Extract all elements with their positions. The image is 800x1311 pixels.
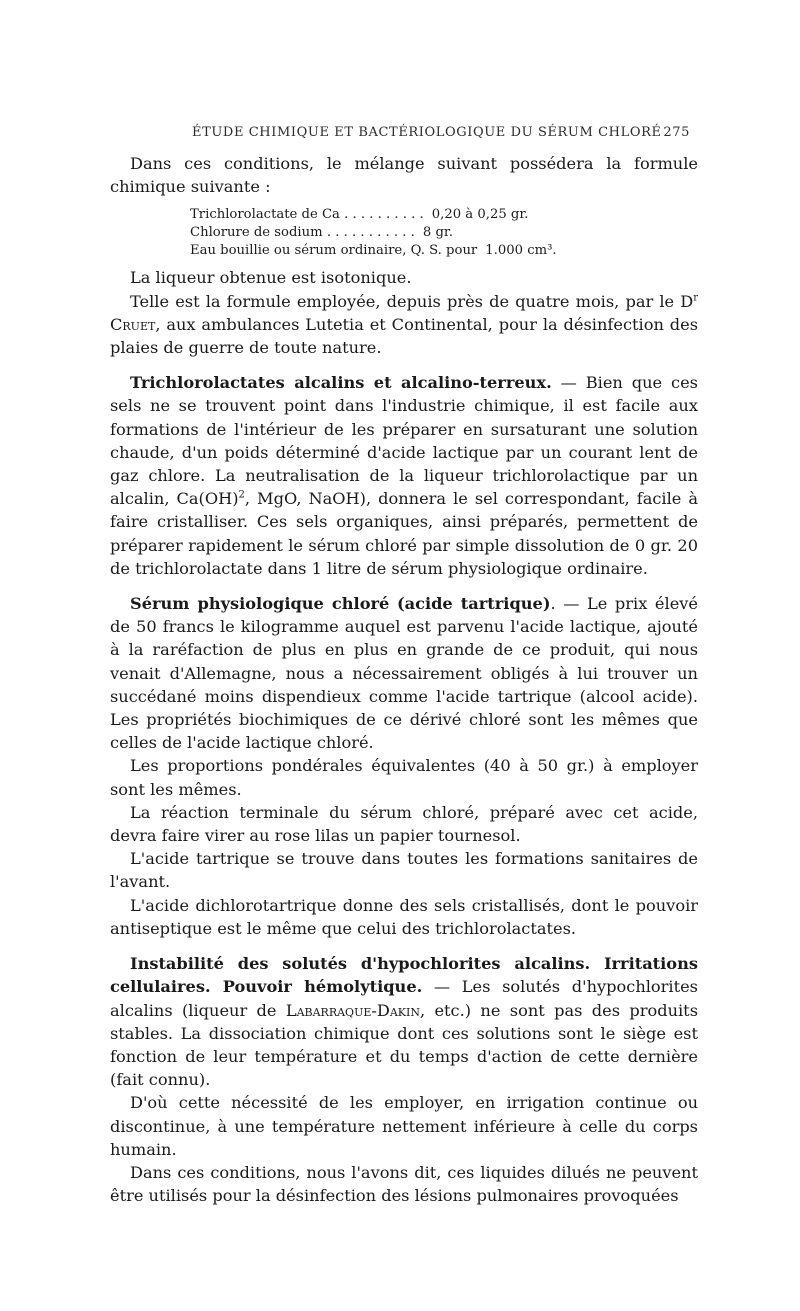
section-heading-parenthetical: (acide tartrique) — [396, 594, 551, 614]
author-name: Labarraque-Dakin — [285, 1000, 420, 1020]
trichlorolactates-text-start: — Bien que ces sels ne se trouvent point dans l'industrie chimique, il est facile aux formations de l'intérieur de les préparer en sursaturant une solution chaude, d'un poids déterminé d'acide lactique par un courant lent de gaz chlore. La neutralisation de la liqueur trichlorolactique par un alcalin, Ca(OH) — [110, 373, 698, 509]
formula-superscript: 2 — [238, 489, 245, 501]
running-title: ÉTUDE CHIMIQUE ET BACTÉRIOLOGIQUE DU SÉRUM CHLORÉ — [192, 125, 662, 140]
section-heading: Instabilité des solutés d'hypochlorites alcalins. Irritations cellulaires. Pouvoir hémolytique. — [110, 954, 698, 997]
formula-quantity: 1.000 cm³. — [485, 243, 557, 259]
formula-row — [190, 224, 698, 242]
formula-ingredient: Eau bouillie ou sérum ordinaire, Q. S. pour — [190, 243, 478, 259]
doctor-superscript: r — [693, 292, 698, 304]
page-number: 275 — [663, 125, 690, 140]
trichlorolactates-paragraph — [110, 371, 698, 580]
formula-block — [190, 206, 698, 260]
cruet-text-start: Telle est la formule employée, depuis près de quatre mois, par le D — [130, 291, 694, 311]
trichlorolactates-text-end: , MgO, NaOH), donnera le sel correspondant, facile à faire cristalliser. Ces sels organiques, ainsi préparés, permettent de préparer rapidement le sérum chloré par simple dissolution de 0 gr. 20 de trichlorolactate dans 1 litre de sérum physiologique ordinaire. — [110, 489, 698, 578]
author-name: Cruet — [110, 314, 156, 334]
instabilite-text-start: — Les solutés d'hypochlorites alcalins (liqueur de — [110, 977, 698, 1020]
availability-paragraph: L'acide tartrique se trouve dans toutes les formations sanitaires de l'avant. — [110, 849, 698, 892]
reaction-paragraph: La réaction terminale du sérum chloré, préparé avec cet acide, devra faire virer au rose lilas un papier tournesol. — [110, 802, 698, 846]
serum-tartrique-paragraph — [110, 592, 698, 754]
intro-paragraph: Dans ces conditions, le mélange suivant possédera la formule chimique suivante : — [110, 154, 698, 197]
formula-row — [190, 242, 698, 260]
formula-quantity: 0,20 à 0,25 gr. — [431, 207, 529, 223]
proportions-paragraph: Les proportions pondérales équivalentes (40 à 50 gr.) à employer sont les mêmes. — [110, 756, 698, 799]
formula-row — [190, 206, 698, 224]
closing-paragraph: Dans ces conditions, nous l'avons dit, ces liquides dilués ne peuvent être utilisés pour la désinfection des lésions pulmonaires provoquées — [110, 1162, 698, 1206]
formula-ingredient: Chlorure de sodium . . . . . . . . . . . — [190, 225, 415, 241]
instabilite-paragraph — [110, 952, 698, 1091]
cruet-paragraph — [110, 290, 698, 360]
instabilite-text-end: , etc.) ne sont pas des produits stables. La dissociation chimique dont ces solutions sont le siège est fonction de leur température et du temps d'action de cette dernière (fait connu). — [110, 1000, 698, 1090]
formula-ingredient: Trichlorolactate de Ca . . . . . . . . . . — [190, 207, 424, 223]
dichlorotartrique-paragraph: L'acide dichlorotartrique donne des sels cristallisés, dont le pouvoir antiseptique est le même que celui des trichlorolactates. — [110, 895, 698, 938]
page-body — [110, 152, 698, 1207]
formula-quantity: 8 gr. — [422, 225, 453, 241]
section-heading: Sérum physiologique chloré — [130, 594, 390, 614]
isotonic-paragraph: La liqueur obtenue est isotonique. — [130, 268, 412, 288]
section-heading: Trichlorolactates alcalins et alcalino-terreux. — [130, 373, 552, 393]
serum-tartrique-text: . — Le prix élevé de 50 francs le kilogramme auquel est parvenu l'acide lactique, ajouté à la raréfaction de plus en plus en grande de ce produit, qui nous venait d'Allemagne, nous a nécessairement obligés à lui trouver un succédané moins dispendieux comme l'acide tartrique (alcool acide). Les propriétés biochimiques de ce dérivé chloré sont les mêmes que celles de l'acide lactique chloré. — [110, 594, 698, 753]
cruet-text-end: , aux ambulances Lutetia et Continental, pour la désinfection des plaies de guerre de toute nature. — [110, 314, 698, 358]
irrigation-paragraph: D'où cette nécessité de les employer, en irrigation continue ou discontinue, à une température nettement inférieure à celle du corps humain. — [110, 1093, 698, 1159]
